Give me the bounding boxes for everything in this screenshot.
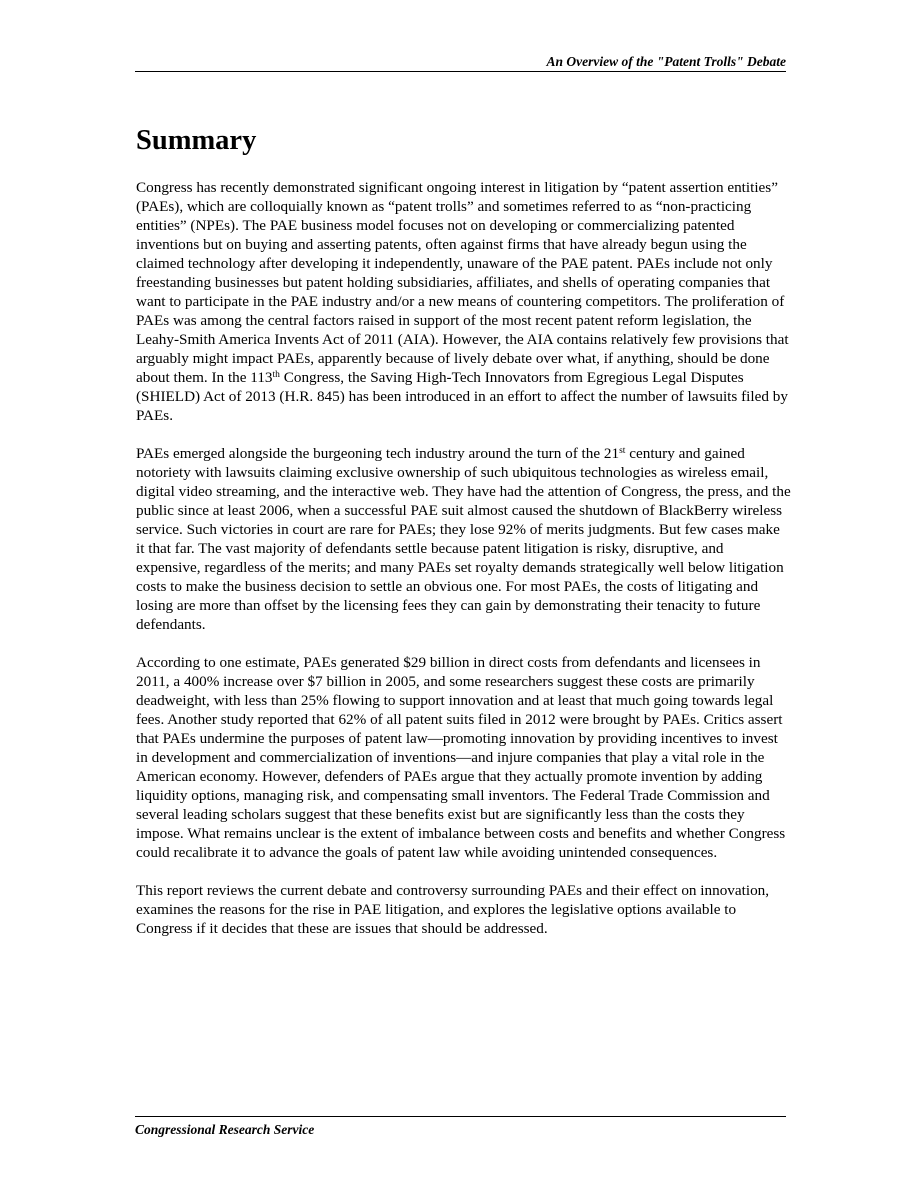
summary-paragraph-1 (136, 178, 791, 425)
page-footer (135, 1116, 786, 1138)
paragraph-2-text-b: century and gained notoriety with lawsuits claiming exclusive ownership of such ubiquitous technologies as wireless email, digital video streaming, and the interactive web. They have had the attention of Congress, the press, and the public since at least 2006, when a successful PAE suit almost caused the shutdown of BlackBerry wireless service. Such victories in court are rare for PAEs; they lose 92% of merits judgments. But few cases make it that far. The vast majority of defendants settle because patent litigation is risky, disruptive, and expensive, regardless of the merits; and many PAEs set royalty demands strategically well below litigation costs to make the business decision to settle an obvious one. For most PAEs, the costs of litigating and losing are more than offset by the licensing fees they can gain by demonstrating their tenacity to future defendants. (136, 445, 791, 633)
footer-label: Congressional Research Service (135, 1122, 315, 1137)
summary-heading: Summary (136, 125, 257, 156)
page-header (135, 55, 786, 72)
summary-paragraph-3: According to one estimate, PAEs generated $29 billion in direct costs from defendants and licensees in 2011, a 400% increase over $7 billion in 2005, and some researchers suggest these costs are primarily deadweight, with less than 25% flowing to support innovation and at least that much going towards legal fees. Another study reported that 62% of all patent suits filed in 2012 were brought by PAEs. Critics assert that PAEs undermine the purposes of patent law—promoting innovation by providing incentives to invest in development and commercialization of inventions—and injure companies that play a vital role in the American economy. However, defenders of PAEs argue that they actually promote invention by adding liquidity options, managing risk, and compensating small inventors. The Federal Trade Commission and several leading scholars suggest that these benefits exist but are significantly less than the costs they impose. What remains unclear is the extent of imbalance between costs and benefits and whether Congress could recalibrate it to advance the goals of patent law while avoiding unintended consequences. (136, 654, 786, 861)
running-title: An Overview of the "Patent Trolls" Debate (546, 54, 786, 69)
ordinal-suffix-st: st (619, 446, 626, 456)
ordinal-suffix-th: th (272, 370, 280, 380)
summary-body (136, 178, 791, 957)
summary-paragraph-2 (136, 444, 791, 634)
paragraph-1-text-b: Congress, the Saving High-Tech Innovators from Egregious Legal Disputes (SHIELD) Act of 2013 (H.R. 845) has been introduced in an effort to affect the number of lawsuits filed by PAEs. (136, 369, 788, 424)
paragraph-1-text-a: Congress has recently demonstrated significant ongoing interest in litigation by “patent assertion entities” (PAEs), which are colloquially known as “patent trolls” and sometimes referred to as “non-practicing entities” (NPEs). The PAE business model focuses not on developing or commercializing patented inventions but on buying and asserting patents, often against firms that have already begun using the claimed technology after developing it independently, unaware of the PAE patent. PAEs include not only freestanding businesses but patent holding subsidiaries, affiliates, and shells of operating companies that want to participate in the PAE industry and/or a new means of countering competitors. The proliferation of PAEs was among the central factors raised in support of the most recent patent reform legislation, the Leahy-Smith America Invents Act of 2011 (AIA). However, the AIA contains relatively few provisions that arguably might impact PAEs, apparently because of lively debate over what, if anything, should be done about them. In the 113 (136, 179, 789, 386)
summary-paragraph-4: This report reviews the current debate and controversy surrounding PAEs and their effect on innovation, examines the reasons for the rise in PAE litigation, and explores the legislative options available to Congress if it decides that these are issues that should be addressed. (136, 882, 770, 937)
paragraph-2-text-a: PAEs emerged alongside the burgeoning tech industry around the turn of the 21 (136, 445, 620, 462)
